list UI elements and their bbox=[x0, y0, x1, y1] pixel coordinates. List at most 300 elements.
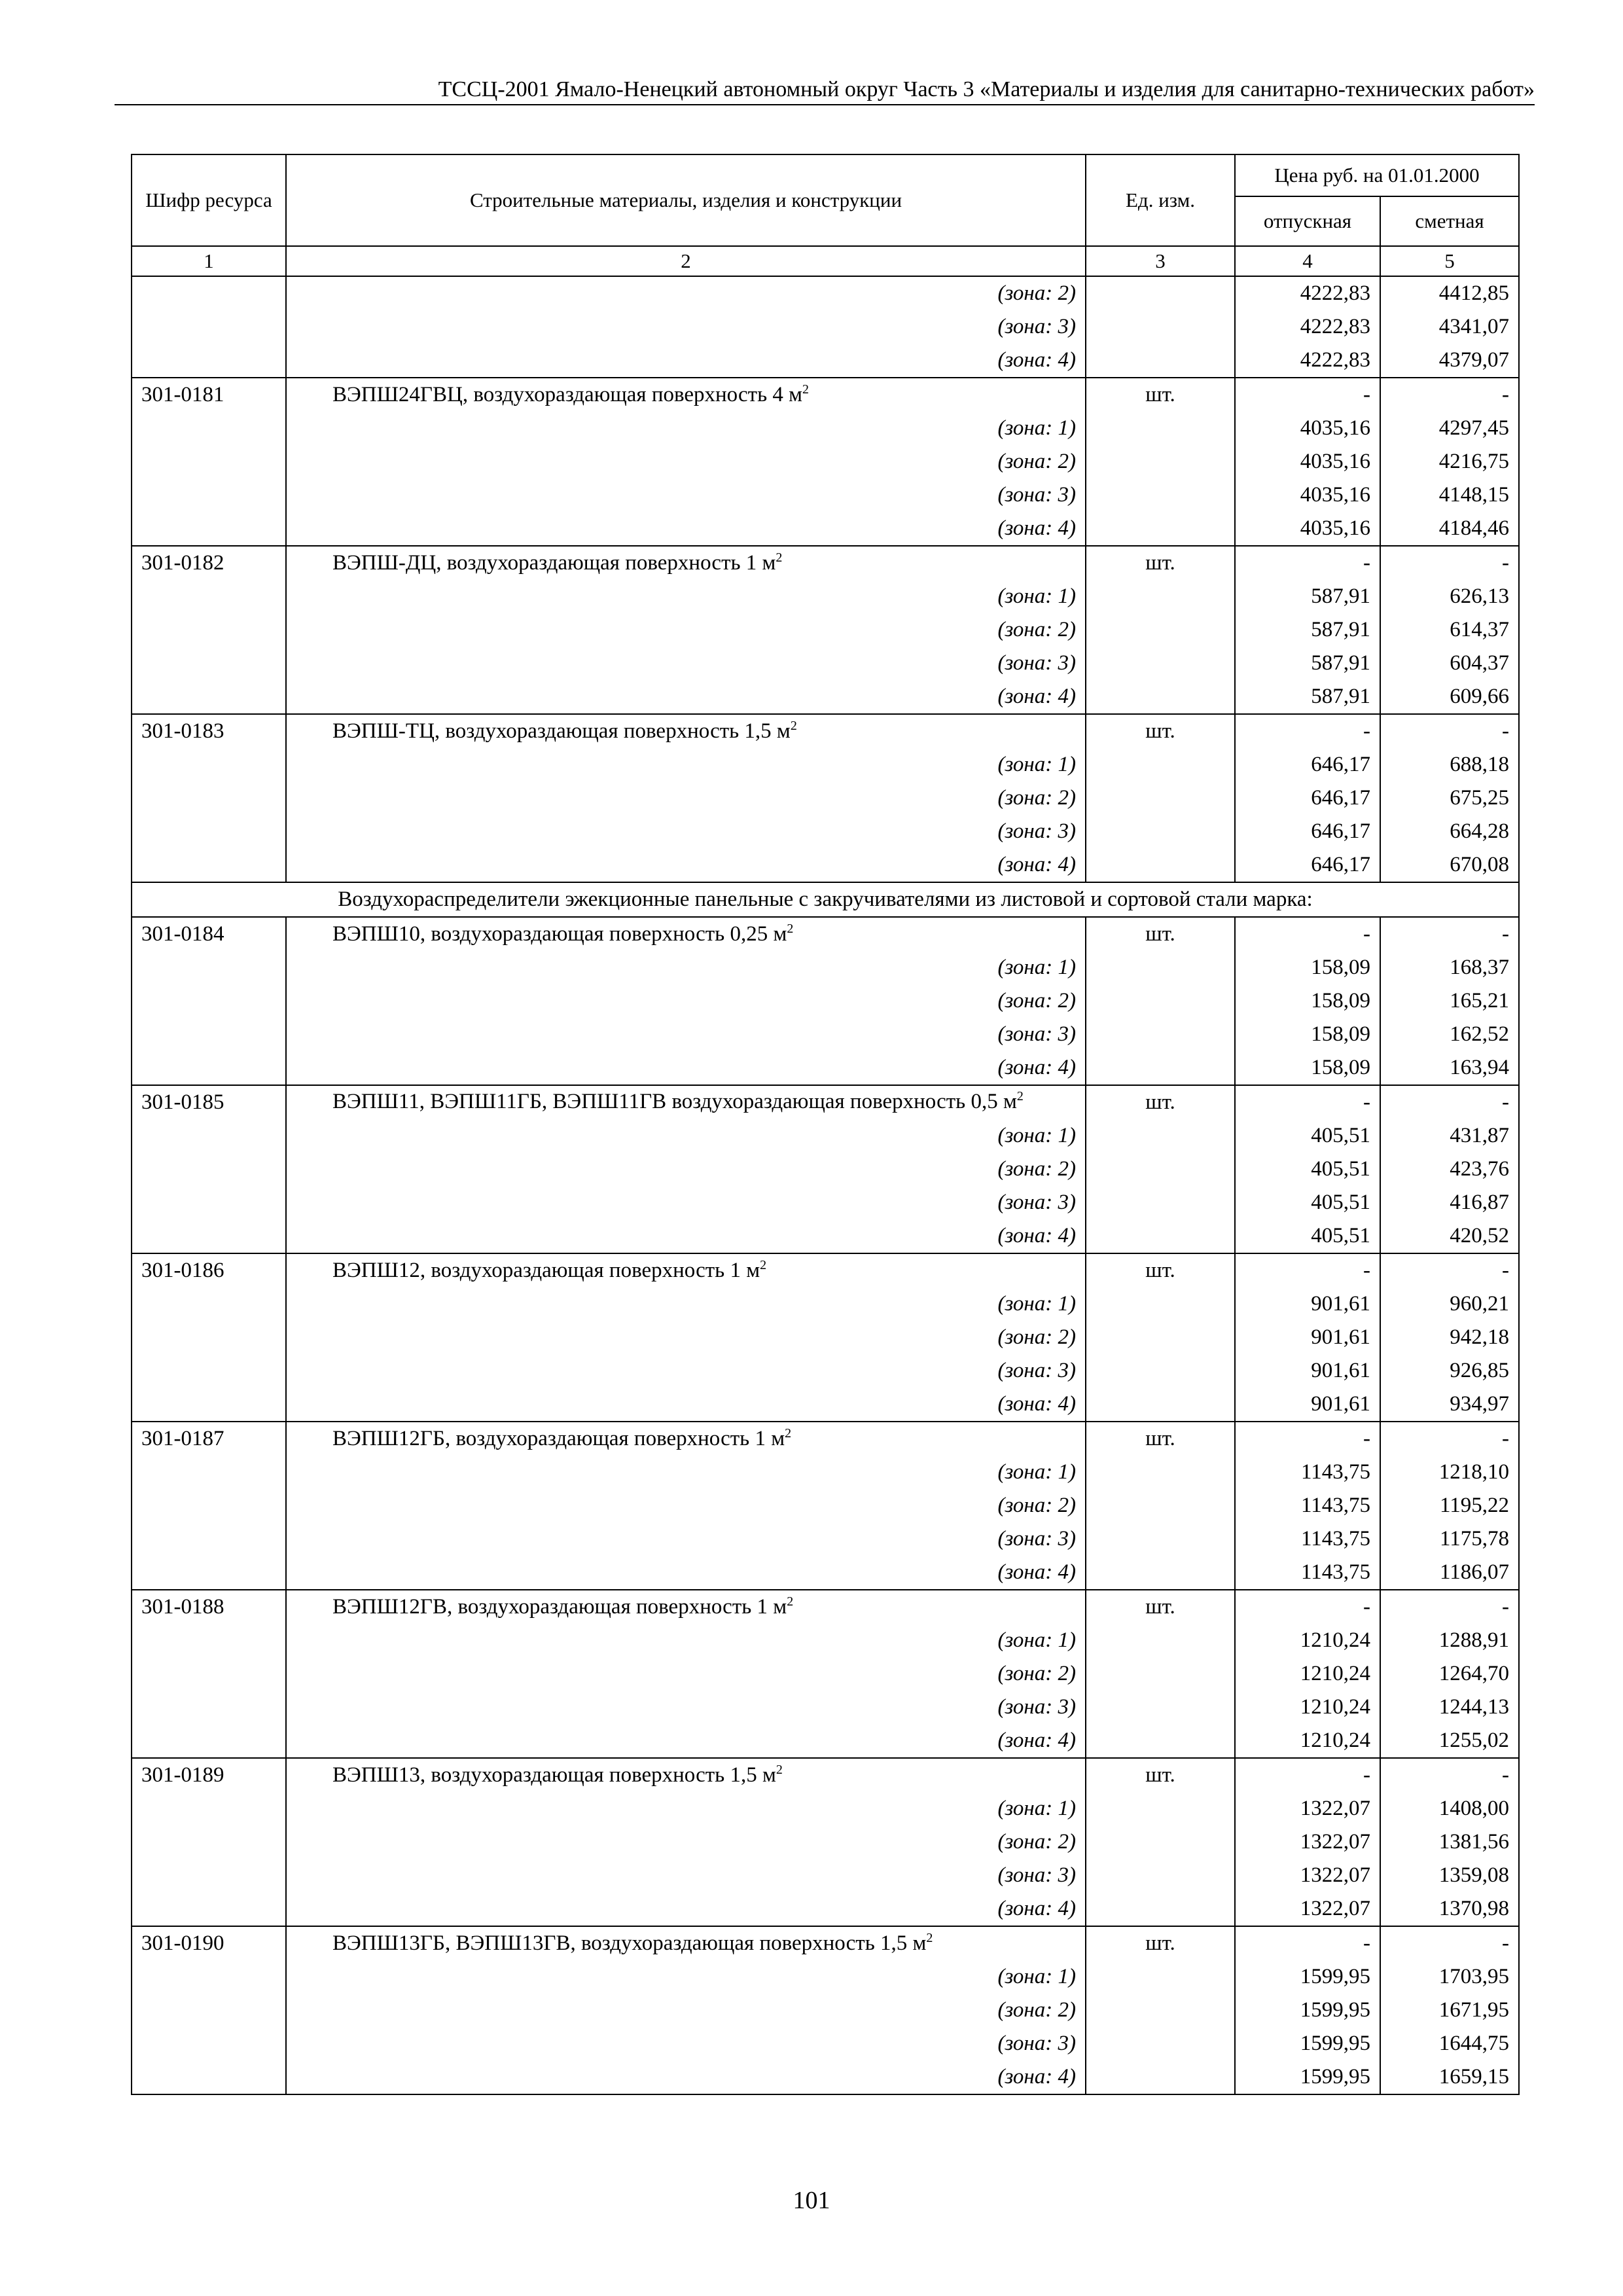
price-estimate bbox=[1380, 344, 1519, 378]
price-estimate-text: 609,66 bbox=[1450, 685, 1509, 708]
price-release-text: 1143,75 bbox=[1300, 1460, 1370, 1484]
zone-label bbox=[286, 647, 1086, 680]
price-release-text: - bbox=[1363, 1090, 1370, 1114]
zone-label bbox=[286, 580, 1086, 613]
price-estimate bbox=[1380, 310, 1519, 344]
zone-label-text: (зона: 1) bbox=[997, 1965, 1076, 1988]
superscript-square: 2 bbox=[776, 550, 783, 565]
unit-cell-empty bbox=[1086, 445, 1235, 478]
zone-row bbox=[132, 1691, 1519, 1724]
superscript-square: 2 bbox=[802, 382, 810, 397]
unit-cell-empty bbox=[1086, 848, 1235, 882]
unit-cell-empty bbox=[1086, 1456, 1235, 1489]
price-estimate bbox=[1380, 276, 1519, 310]
superscript-square: 2 bbox=[760, 1258, 767, 1272]
item-name-text: ВЭПШ24ГВЦ, воздухораздающая поверхность 4 м bbox=[332, 383, 803, 406]
price-estimate bbox=[1380, 2060, 1519, 2094]
zone-label bbox=[286, 815, 1086, 848]
price-estimate-text: 431,87 bbox=[1450, 1124, 1509, 1147]
item-name bbox=[286, 1085, 1086, 1119]
code-cell-empty bbox=[132, 412, 286, 445]
code-cell-empty bbox=[132, 1960, 286, 1994]
price-release-text: 587,91 bbox=[1311, 618, 1370, 641]
item-name bbox=[286, 378, 1086, 412]
zone-row bbox=[132, 1388, 1519, 1422]
price-release-text: 1210,24 bbox=[1300, 1662, 1370, 1685]
price-estimate bbox=[1380, 1758, 1519, 1792]
unit-cell-empty bbox=[1086, 1119, 1235, 1153]
zone-label-text: (зона: 3) bbox=[997, 1191, 1076, 1214]
item-name-text: ВЭПШ12, воздухораздающая поверхность 1 м bbox=[332, 1259, 760, 1282]
unit-of-measure bbox=[1086, 917, 1235, 951]
zone-row bbox=[132, 1556, 1519, 1590]
zone-row bbox=[132, 1119, 1519, 1153]
zone-label-text: (зона: 2) bbox=[997, 786, 1076, 810]
unit-cell-empty bbox=[1086, 276, 1235, 310]
zone-label-text: (зона: 1) bbox=[997, 1124, 1076, 1147]
zone-label bbox=[286, 276, 1086, 310]
column-number: 2 bbox=[286, 246, 1086, 276]
zone-label bbox=[286, 1489, 1086, 1522]
unit-cell-empty bbox=[1086, 984, 1235, 1018]
price-estimate-text: 1255,02 bbox=[1438, 1729, 1509, 1752]
code-cell-empty bbox=[132, 1489, 286, 1522]
price-release-text: 901,61 bbox=[1311, 1359, 1370, 1382]
zone-label bbox=[286, 1624, 1086, 1657]
item-row bbox=[132, 1590, 1519, 1624]
unit-cell-empty bbox=[1086, 1892, 1235, 1926]
unit-cell-empty bbox=[1086, 748, 1235, 781]
code-cell-empty bbox=[132, 1624, 286, 1657]
zone-label bbox=[286, 1018, 1086, 1051]
code-cell-empty bbox=[132, 580, 286, 613]
zone-label-text: (зона: 4) bbox=[997, 348, 1076, 372]
unit-of-measure-text: шт. bbox=[1145, 1259, 1175, 1282]
zone-row bbox=[132, 680, 1519, 714]
price-release-text: 587,91 bbox=[1311, 584, 1370, 608]
price-estimate-text: - bbox=[1502, 383, 1509, 406]
item-name-text: ВЭПШ13ГБ, ВЭПШ13ГВ, воздухораздающая поверхность 1,5 м bbox=[332, 1931, 927, 1955]
code-cell-empty bbox=[132, 1287, 286, 1321]
price-release-text: 4035,16 bbox=[1300, 416, 1370, 440]
code-cell-empty bbox=[132, 2060, 286, 2094]
zone-label-text: (зона: 2) bbox=[997, 1662, 1076, 1685]
resource-code-text: 301-0184 bbox=[141, 922, 224, 946]
unit-cell-empty bbox=[1086, 1657, 1235, 1691]
price-release bbox=[1235, 412, 1380, 445]
zone-row bbox=[132, 1994, 1519, 2027]
zone-label bbox=[286, 748, 1086, 781]
unit-cell-empty bbox=[1086, 1489, 1235, 1522]
unit-cell-empty bbox=[1086, 781, 1235, 815]
zone-label-text: (зона: 3) bbox=[997, 1022, 1076, 1046]
price-release-text: 646,17 bbox=[1311, 753, 1370, 776]
resource-code-text: 301-0189 bbox=[141, 1763, 224, 1787]
price-estimate-text: 1186,07 bbox=[1439, 1560, 1509, 1584]
price-estimate-text: 934,97 bbox=[1450, 1392, 1509, 1416]
item-name-text: ВЭПШ11, ВЭПШ11ГБ, ВЭПШ11ГВ воздухораздающая поверхность 0,5 м bbox=[332, 1090, 1017, 1113]
price-release bbox=[1235, 1456, 1380, 1489]
zone-row bbox=[132, 2027, 1519, 2060]
price-release-text: 1210,24 bbox=[1300, 1695, 1370, 1719]
code-cell-empty bbox=[132, 647, 286, 680]
code-cell-empty bbox=[132, 984, 286, 1018]
price-release bbox=[1235, 815, 1380, 848]
price-release bbox=[1235, 1489, 1380, 1522]
price-estimate bbox=[1380, 1321, 1519, 1354]
price-release bbox=[1235, 276, 1380, 310]
price-estimate bbox=[1380, 445, 1519, 478]
price-estimate bbox=[1380, 984, 1519, 1018]
resource-code bbox=[132, 1590, 286, 1624]
zone-label-text: (зона: 4) bbox=[997, 1729, 1076, 1752]
price-estimate-text: 1244,13 bbox=[1438, 1695, 1509, 1719]
code-cell-empty bbox=[132, 1153, 286, 1186]
price-release-text: 4222,83 bbox=[1300, 348, 1370, 372]
column-number: 3 bbox=[1086, 246, 1235, 276]
zone-label-text: (зона: 1) bbox=[997, 1628, 1076, 1652]
price-estimate bbox=[1380, 1522, 1519, 1556]
zone-label-text: (зона: 2) bbox=[997, 450, 1076, 473]
price-estimate bbox=[1380, 1354, 1519, 1388]
zone-label-text: (зона: 1) bbox=[997, 1460, 1076, 1484]
price-release bbox=[1235, 546, 1380, 580]
price-estimate-text: - bbox=[1502, 1259, 1509, 1282]
unit-cell-empty bbox=[1086, 1825, 1235, 1859]
price-release-text: 405,51 bbox=[1311, 1191, 1370, 1214]
price-estimate bbox=[1380, 1792, 1519, 1825]
item-row bbox=[132, 1758, 1519, 1792]
code-cell-empty bbox=[132, 680, 286, 714]
section-title-text: Воздухораспределители эжекционные панельные с закручивателями из листовой и сортовой стали марка: bbox=[338, 888, 1313, 911]
unit-cell-empty bbox=[1086, 310, 1235, 344]
resource-code bbox=[132, 917, 286, 951]
zone-label-text: (зона: 4) bbox=[997, 685, 1076, 708]
zone-row bbox=[132, 613, 1519, 647]
item-row bbox=[132, 546, 1519, 580]
price-estimate bbox=[1380, 1018, 1519, 1051]
price-estimate-text: 163,94 bbox=[1450, 1056, 1509, 1079]
zone-label-text: (зона: 4) bbox=[997, 1897, 1076, 1920]
price-release bbox=[1235, 1859, 1380, 1892]
section-title bbox=[132, 882, 1519, 917]
unit-of-measure-text: шт. bbox=[1145, 922, 1175, 946]
zone-label-text: (зона: 2) bbox=[997, 281, 1076, 305]
zone-label-text: (зона: 1) bbox=[997, 1797, 1076, 1820]
item-name-text: ВЭПШ12ГВ, воздухораздающая поверхность 1 м bbox=[332, 1595, 787, 1619]
resource-code-text: 301-0182 bbox=[141, 551, 224, 575]
price-release bbox=[1235, 1522, 1380, 1556]
price-release bbox=[1235, 1354, 1380, 1388]
item-name bbox=[286, 1758, 1086, 1792]
resource-code bbox=[132, 1926, 286, 1960]
header-price-group: Цена руб. на 01.01.2000 bbox=[1235, 154, 1519, 196]
unit-cell-empty bbox=[1086, 647, 1235, 680]
unit-cell-empty bbox=[1086, 1018, 1235, 1051]
price-estimate-text: - bbox=[1502, 1595, 1509, 1619]
resource-code bbox=[132, 714, 286, 748]
zone-label-text: (зона: 2) bbox=[997, 989, 1076, 1013]
price-estimate-text: 1288,91 bbox=[1438, 1628, 1509, 1652]
price-release bbox=[1235, 1624, 1380, 1657]
superscript-square: 2 bbox=[1016, 1089, 1024, 1103]
price-release bbox=[1235, 848, 1380, 882]
price-estimate-text: 416,87 bbox=[1450, 1191, 1509, 1214]
zone-row bbox=[132, 848, 1519, 882]
price-estimate-text: 1381,56 bbox=[1438, 1830, 1509, 1854]
zone-row bbox=[132, 412, 1519, 445]
zone-label-text: (зона: 4) bbox=[997, 853, 1076, 876]
unit-of-measure bbox=[1086, 1085, 1235, 1119]
unit-cell-empty bbox=[1086, 344, 1235, 378]
price-estimate bbox=[1380, 1051, 1519, 1085]
price-release-text: 1599,95 bbox=[1300, 1965, 1370, 1988]
price-estimate-text: 1195,22 bbox=[1439, 1494, 1509, 1517]
code-cell-empty bbox=[132, 1354, 286, 1388]
resource-code bbox=[132, 1422, 286, 1456]
price-estimate-text: 1218,10 bbox=[1438, 1460, 1509, 1484]
unit-of-measure-text: шт. bbox=[1145, 719, 1175, 743]
price-estimate bbox=[1380, 580, 1519, 613]
zone-label bbox=[286, 1522, 1086, 1556]
zone-row bbox=[132, 1018, 1519, 1051]
price-estimate-text: 1264,70 bbox=[1438, 1662, 1509, 1685]
price-estimate bbox=[1380, 1422, 1519, 1456]
price-estimate-text: 960,21 bbox=[1450, 1292, 1509, 1316]
zone-label bbox=[286, 1556, 1086, 1590]
price-release-text: 1599,95 bbox=[1300, 2032, 1370, 2055]
column-number: 4 bbox=[1235, 246, 1380, 276]
resource-code-text: 301-0181 bbox=[141, 383, 224, 406]
price-estimate-text: - bbox=[1502, 719, 1509, 743]
price-release-text: 1599,95 bbox=[1300, 1998, 1370, 2022]
item-row bbox=[132, 1926, 1519, 1960]
zone-label bbox=[286, 1051, 1086, 1085]
resource-code bbox=[132, 378, 286, 412]
zone-row bbox=[132, 1825, 1519, 1859]
code-cell-empty bbox=[132, 512, 286, 546]
price-estimate-text: 1175,78 bbox=[1439, 1527, 1509, 1551]
price-table bbox=[131, 154, 1520, 2095]
price-release bbox=[1235, 748, 1380, 781]
code-cell-empty bbox=[132, 276, 286, 310]
price-release-text: 4035,16 bbox=[1300, 450, 1370, 473]
zone-row bbox=[132, 344, 1519, 378]
zone-row bbox=[132, 276, 1519, 310]
price-release bbox=[1235, 1556, 1380, 1590]
price-estimate bbox=[1380, 951, 1519, 984]
header-name: Строительные материалы, изделия и конструкции bbox=[286, 154, 1086, 246]
price-estimate bbox=[1380, 2027, 1519, 2060]
price-release bbox=[1235, 445, 1380, 478]
unit-of-measure bbox=[1086, 546, 1235, 580]
price-release bbox=[1235, 310, 1380, 344]
item-name-text: ВЭПШ10, воздухораздающая поверхность 0,25 м bbox=[332, 922, 787, 946]
unit-cell-empty bbox=[1086, 1388, 1235, 1422]
unit-cell-empty bbox=[1086, 1321, 1235, 1354]
price-estimate bbox=[1380, 1657, 1519, 1691]
unit-cell-empty bbox=[1086, 478, 1235, 512]
code-cell-empty bbox=[132, 781, 286, 815]
zone-label bbox=[286, 781, 1086, 815]
item-name-text: ВЭПШ-ДЦ, воздухораздающая поверхность 1 м bbox=[332, 551, 776, 575]
item-row bbox=[132, 1085, 1519, 1119]
zone-label-text: (зона: 4) bbox=[997, 516, 1076, 540]
code-cell-empty bbox=[132, 848, 286, 882]
zone-label bbox=[286, 1287, 1086, 1321]
code-cell-empty bbox=[132, 1859, 286, 1892]
unit-cell-empty bbox=[1086, 1624, 1235, 1657]
price-estimate bbox=[1380, 1556, 1519, 1590]
price-estimate-text: 614,37 bbox=[1450, 618, 1509, 641]
zone-label-text: (зона: 3) bbox=[997, 2032, 1076, 2055]
zone-label-text: (зона: 4) bbox=[997, 1224, 1076, 1247]
price-release bbox=[1235, 781, 1380, 815]
price-estimate bbox=[1380, 1085, 1519, 1119]
price-release bbox=[1235, 1018, 1380, 1051]
price-estimate bbox=[1380, 714, 1519, 748]
zone-row bbox=[132, 1960, 1519, 1994]
header-price-release: отпускная bbox=[1235, 196, 1380, 246]
zone-row bbox=[132, 478, 1519, 512]
price-estimate bbox=[1380, 1388, 1519, 1422]
unit-cell-empty bbox=[1086, 951, 1235, 984]
price-estimate-text: 1408,00 bbox=[1438, 1797, 1509, 1820]
unit-cell-empty bbox=[1086, 1522, 1235, 1556]
zone-label-text: (зона: 1) bbox=[997, 956, 1076, 979]
price-release-text: - bbox=[1363, 1931, 1370, 1955]
item-row bbox=[132, 378, 1519, 412]
code-cell-empty bbox=[132, 1186, 286, 1219]
price-release-text: 405,51 bbox=[1311, 1224, 1370, 1247]
price-estimate-text: 162,52 bbox=[1450, 1022, 1509, 1046]
price-release bbox=[1235, 1051, 1380, 1085]
price-release-text: 646,17 bbox=[1311, 819, 1370, 843]
unit-cell-empty bbox=[1086, 1153, 1235, 1186]
item-name bbox=[286, 714, 1086, 748]
price-estimate bbox=[1380, 613, 1519, 647]
running-header: ТССЦ-2001 Ямало-Ненецкий автономный округ Часть 3 «Материалы и изделия для санитарно-технических работ» bbox=[115, 75, 1535, 105]
item-name bbox=[286, 1422, 1086, 1456]
zone-label bbox=[286, 478, 1086, 512]
price-release bbox=[1235, 1321, 1380, 1354]
zone-label bbox=[286, 1691, 1086, 1724]
zone-row bbox=[132, 1657, 1519, 1691]
code-cell-empty bbox=[132, 1219, 286, 1253]
price-estimate-text: 675,25 bbox=[1450, 786, 1509, 810]
unit-cell-empty bbox=[1086, 1186, 1235, 1219]
price-estimate bbox=[1380, 412, 1519, 445]
zone-label bbox=[286, 1388, 1086, 1422]
price-estimate-text: 4216,75 bbox=[1438, 450, 1509, 473]
price-release bbox=[1235, 951, 1380, 984]
unit-cell-empty bbox=[1086, 1859, 1235, 1892]
price-release bbox=[1235, 1388, 1380, 1422]
price-release bbox=[1235, 1994, 1380, 2027]
price-estimate-text: - bbox=[1502, 922, 1509, 946]
price-release bbox=[1235, 917, 1380, 951]
price-release-text: 158,09 bbox=[1311, 989, 1370, 1013]
price-release bbox=[1235, 1691, 1380, 1724]
code-cell-empty bbox=[132, 1994, 286, 2027]
item-name-text: ВЭПШ12ГБ, воздухораздающая поверхность 1 м bbox=[332, 1427, 785, 1450]
unit-cell-empty bbox=[1086, 1556, 1235, 1590]
zone-row bbox=[132, 951, 1519, 984]
unit-of-measure bbox=[1086, 1253, 1235, 1287]
price-estimate-text: 4184,46 bbox=[1438, 516, 1509, 540]
price-release-text: - bbox=[1363, 551, 1370, 575]
unit-of-measure bbox=[1086, 1422, 1235, 1456]
zone-row bbox=[132, 1724, 1519, 1758]
zone-label-text: (зона: 3) bbox=[997, 1359, 1076, 1382]
price-release bbox=[1235, 1657, 1380, 1691]
price-estimate bbox=[1380, 1926, 1519, 1960]
price-estimate-text: - bbox=[1502, 1090, 1509, 1114]
zone-label-text: (зона: 1) bbox=[997, 584, 1076, 608]
header-price-estimate: сметная bbox=[1380, 196, 1519, 246]
zone-label-text: (зона: 3) bbox=[997, 315, 1076, 338]
zone-label bbox=[286, 1724, 1086, 1758]
price-release bbox=[1235, 1590, 1380, 1624]
price-estimate bbox=[1380, 1994, 1519, 2027]
price-estimate bbox=[1380, 1624, 1519, 1657]
price-release-text: 901,61 bbox=[1311, 1325, 1370, 1349]
zone-label bbox=[286, 1456, 1086, 1489]
price-release bbox=[1235, 1892, 1380, 1926]
price-release bbox=[1235, 1253, 1380, 1287]
item-name bbox=[286, 1253, 1086, 1287]
price-release-text: 158,09 bbox=[1311, 1022, 1370, 1046]
price-release-text: 405,51 bbox=[1311, 1157, 1370, 1181]
price-release bbox=[1235, 512, 1380, 546]
zone-label bbox=[286, 2027, 1086, 2060]
price-estimate bbox=[1380, 1489, 1519, 1522]
zone-label-text: (зона: 1) bbox=[997, 1292, 1076, 1316]
price-release-text: 646,17 bbox=[1311, 786, 1370, 810]
price-release bbox=[1235, 1085, 1380, 1119]
unit-cell-empty bbox=[1086, 1354, 1235, 1388]
price-release bbox=[1235, 1219, 1380, 1253]
zone-label-text: (зона: 2) bbox=[997, 1157, 1076, 1181]
price-estimate-text: 4379,07 bbox=[1438, 348, 1509, 372]
zone-label bbox=[286, 613, 1086, 647]
price-release-text: - bbox=[1363, 1595, 1370, 1619]
price-estimate-text: 168,37 bbox=[1450, 956, 1509, 979]
superscript-square: 2 bbox=[787, 1594, 794, 1609]
zone-row bbox=[132, 815, 1519, 848]
price-release-text: 1143,75 bbox=[1300, 1527, 1370, 1551]
price-release bbox=[1235, 1153, 1380, 1186]
zone-row bbox=[132, 1892, 1519, 1926]
unit-of-measure bbox=[1086, 1590, 1235, 1624]
zone-label-text: (зона: 4) bbox=[997, 1392, 1076, 1416]
unit-of-measure bbox=[1086, 714, 1235, 748]
item-row bbox=[132, 917, 1519, 951]
price-estimate bbox=[1380, 647, 1519, 680]
price-estimate-text: 420,52 bbox=[1450, 1224, 1509, 1247]
zone-row bbox=[132, 1321, 1519, 1354]
item-name bbox=[286, 917, 1086, 951]
zone-label-text: (зона: 2) bbox=[997, 1830, 1076, 1854]
price-release-text: 1210,24 bbox=[1300, 1729, 1370, 1752]
zone-row bbox=[132, 1051, 1519, 1085]
zone-row bbox=[132, 1456, 1519, 1489]
zone-label-text: (зона: 3) bbox=[997, 1695, 1076, 1719]
item-name-text: ВЭПШ13, воздухораздающая поверхность 1,5 м bbox=[332, 1763, 776, 1787]
price-release-text: 158,09 bbox=[1311, 956, 1370, 979]
price-release-text: 1322,07 bbox=[1300, 1830, 1370, 1854]
price-release bbox=[1235, 478, 1380, 512]
